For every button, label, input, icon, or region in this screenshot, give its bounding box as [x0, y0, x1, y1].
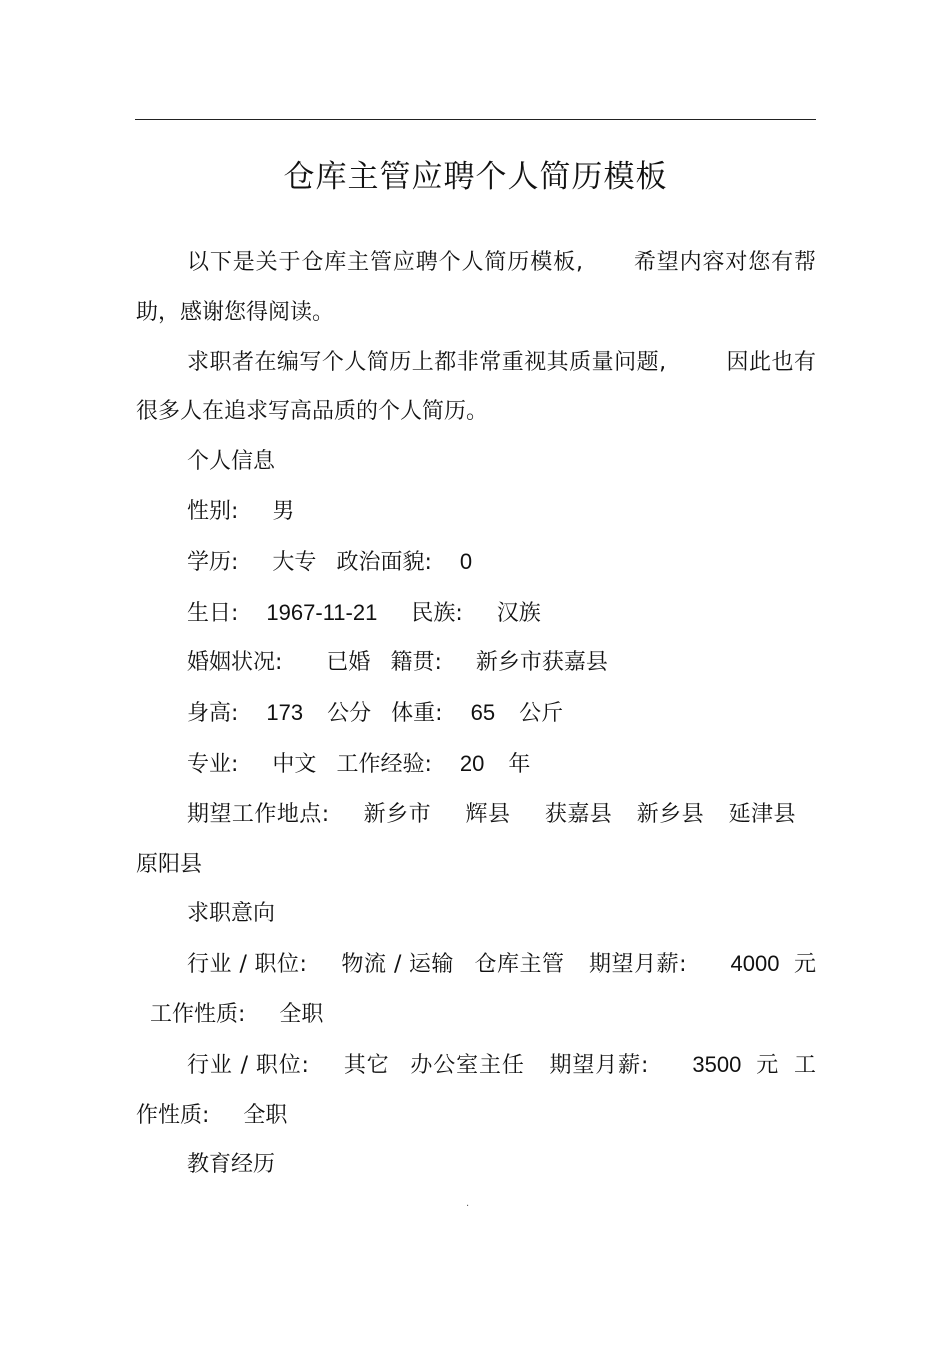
- intent-row-2: [136, 1040, 816, 1141]
- section-heading-education: 教育经历: [187, 1152, 276, 1178]
- intent-nature-value: 全职: [243, 1102, 288, 1128]
- intent-industry-value: 其它: [342, 1052, 390, 1078]
- height-unit: 公分: [327, 701, 372, 727]
- location-row: [136, 790, 816, 890]
- height-row: [136, 688, 816, 739]
- marital-label: 婚姻状况:: [187, 650, 283, 676]
- section-heading-intent: 求职意向: [187, 901, 276, 927]
- intent-industry-label: 行业 / 职位:: [187, 1052, 309, 1078]
- major-value: 中文: [272, 751, 317, 777]
- intent-nature-label: 工作性质:: [150, 1001, 246, 1027]
- height-label: 身高:: [187, 701, 239, 727]
- location-item: 延津县: [728, 801, 796, 827]
- weight-label: 体重:: [391, 701, 443, 727]
- header-rule: [135, 119, 816, 120]
- intent-position: 办公室主任: [409, 1052, 525, 1078]
- document-body: [136, 238, 816, 1190]
- weight-unit: 公斤: [519, 701, 564, 727]
- experience-value: 20: [459, 750, 485, 776]
- intent-nature-value: 全职: [279, 1001, 324, 1027]
- intro-paragraph-1: [136, 238, 816, 338]
- section-heading-personal: 个人信息: [187, 449, 276, 475]
- intent-salary-value: 4000: [730, 951, 780, 977]
- birthday-label: 生日:: [187, 600, 239, 626]
- gender-row: [136, 487, 816, 537]
- document-title: 仓库主管应聘个人简历模板: [283, 159, 668, 195]
- birthday-value: 1967-11-21: [266, 599, 378, 625]
- intent-industry-value: 物流 / 运输: [340, 952, 454, 978]
- intent-salary-unit: 元: [793, 952, 816, 978]
- intent-industry-label: 行业 / 职位:: [187, 952, 307, 978]
- footer-mark: .: [466, 1198, 470, 1209]
- intro-text-2b: 因此也有很多人在追求写高品质的个人简历。: [136, 349, 816, 425]
- major-label: 专业:: [187, 751, 239, 777]
- intent-nature-label: 工作性质:: [136, 1052, 816, 1128]
- intent-salary-unit: 元: [755, 1052, 780, 1078]
- intro-text-1a: 以下是关于仓库主管应聘个人简历模板,: [187, 250, 583, 275]
- intro-paragraph-2: [136, 338, 816, 438]
- experience-unit: 年: [508, 751, 531, 777]
- political-label: 政治面貌:: [336, 549, 432, 575]
- gender-value: 男: [272, 498, 295, 524]
- location-item: 原阳县: [136, 851, 203, 877]
- location-item: 辉县: [465, 801, 511, 827]
- education-value: 大专: [272, 549, 317, 575]
- education-row: [136, 537, 816, 588]
- location-item: 获嘉县: [544, 801, 613, 827]
- intro-text-2a: 求职者在编写个人简历上都非常重视其质量问题,: [187, 349, 667, 375]
- height-value: 173: [266, 700, 304, 726]
- location-item: 新乡市: [363, 801, 432, 827]
- weight-value: 65: [470, 700, 496, 726]
- marital-value: 已婚: [326, 650, 371, 676]
- major-row: [136, 739, 816, 790]
- education-label: 学历:: [187, 549, 239, 575]
- intent-salary-value: 3500: [692, 1051, 742, 1077]
- ethnicity-value: 汉族: [496, 600, 541, 626]
- ethnicity-label: 民族:: [411, 600, 463, 626]
- gender-label: 性别:: [187, 498, 239, 524]
- hometown-value: 新乡市获嘉县: [475, 650, 608, 676]
- intent-position: 仓库主管: [473, 952, 565, 978]
- marital-row: [136, 638, 816, 688]
- intent-row-1: [136, 939, 816, 1040]
- birthday-row: [136, 588, 816, 639]
- intent-salary-label: 期望月薪:: [548, 1052, 649, 1078]
- intro-text-1b: 希望内容对您有帮助，感谢您得阅读。: [136, 250, 816, 325]
- experience-label: 工作经验:: [336, 751, 432, 777]
- political-value: 0: [459, 548, 473, 574]
- location-label: 期望工作地点:: [187, 801, 330, 827]
- location-item: 新乡县: [636, 801, 705, 827]
- intent-salary-label: 期望月薪:: [588, 952, 687, 978]
- hometown-label: 籍贯:: [390, 650, 442, 676]
